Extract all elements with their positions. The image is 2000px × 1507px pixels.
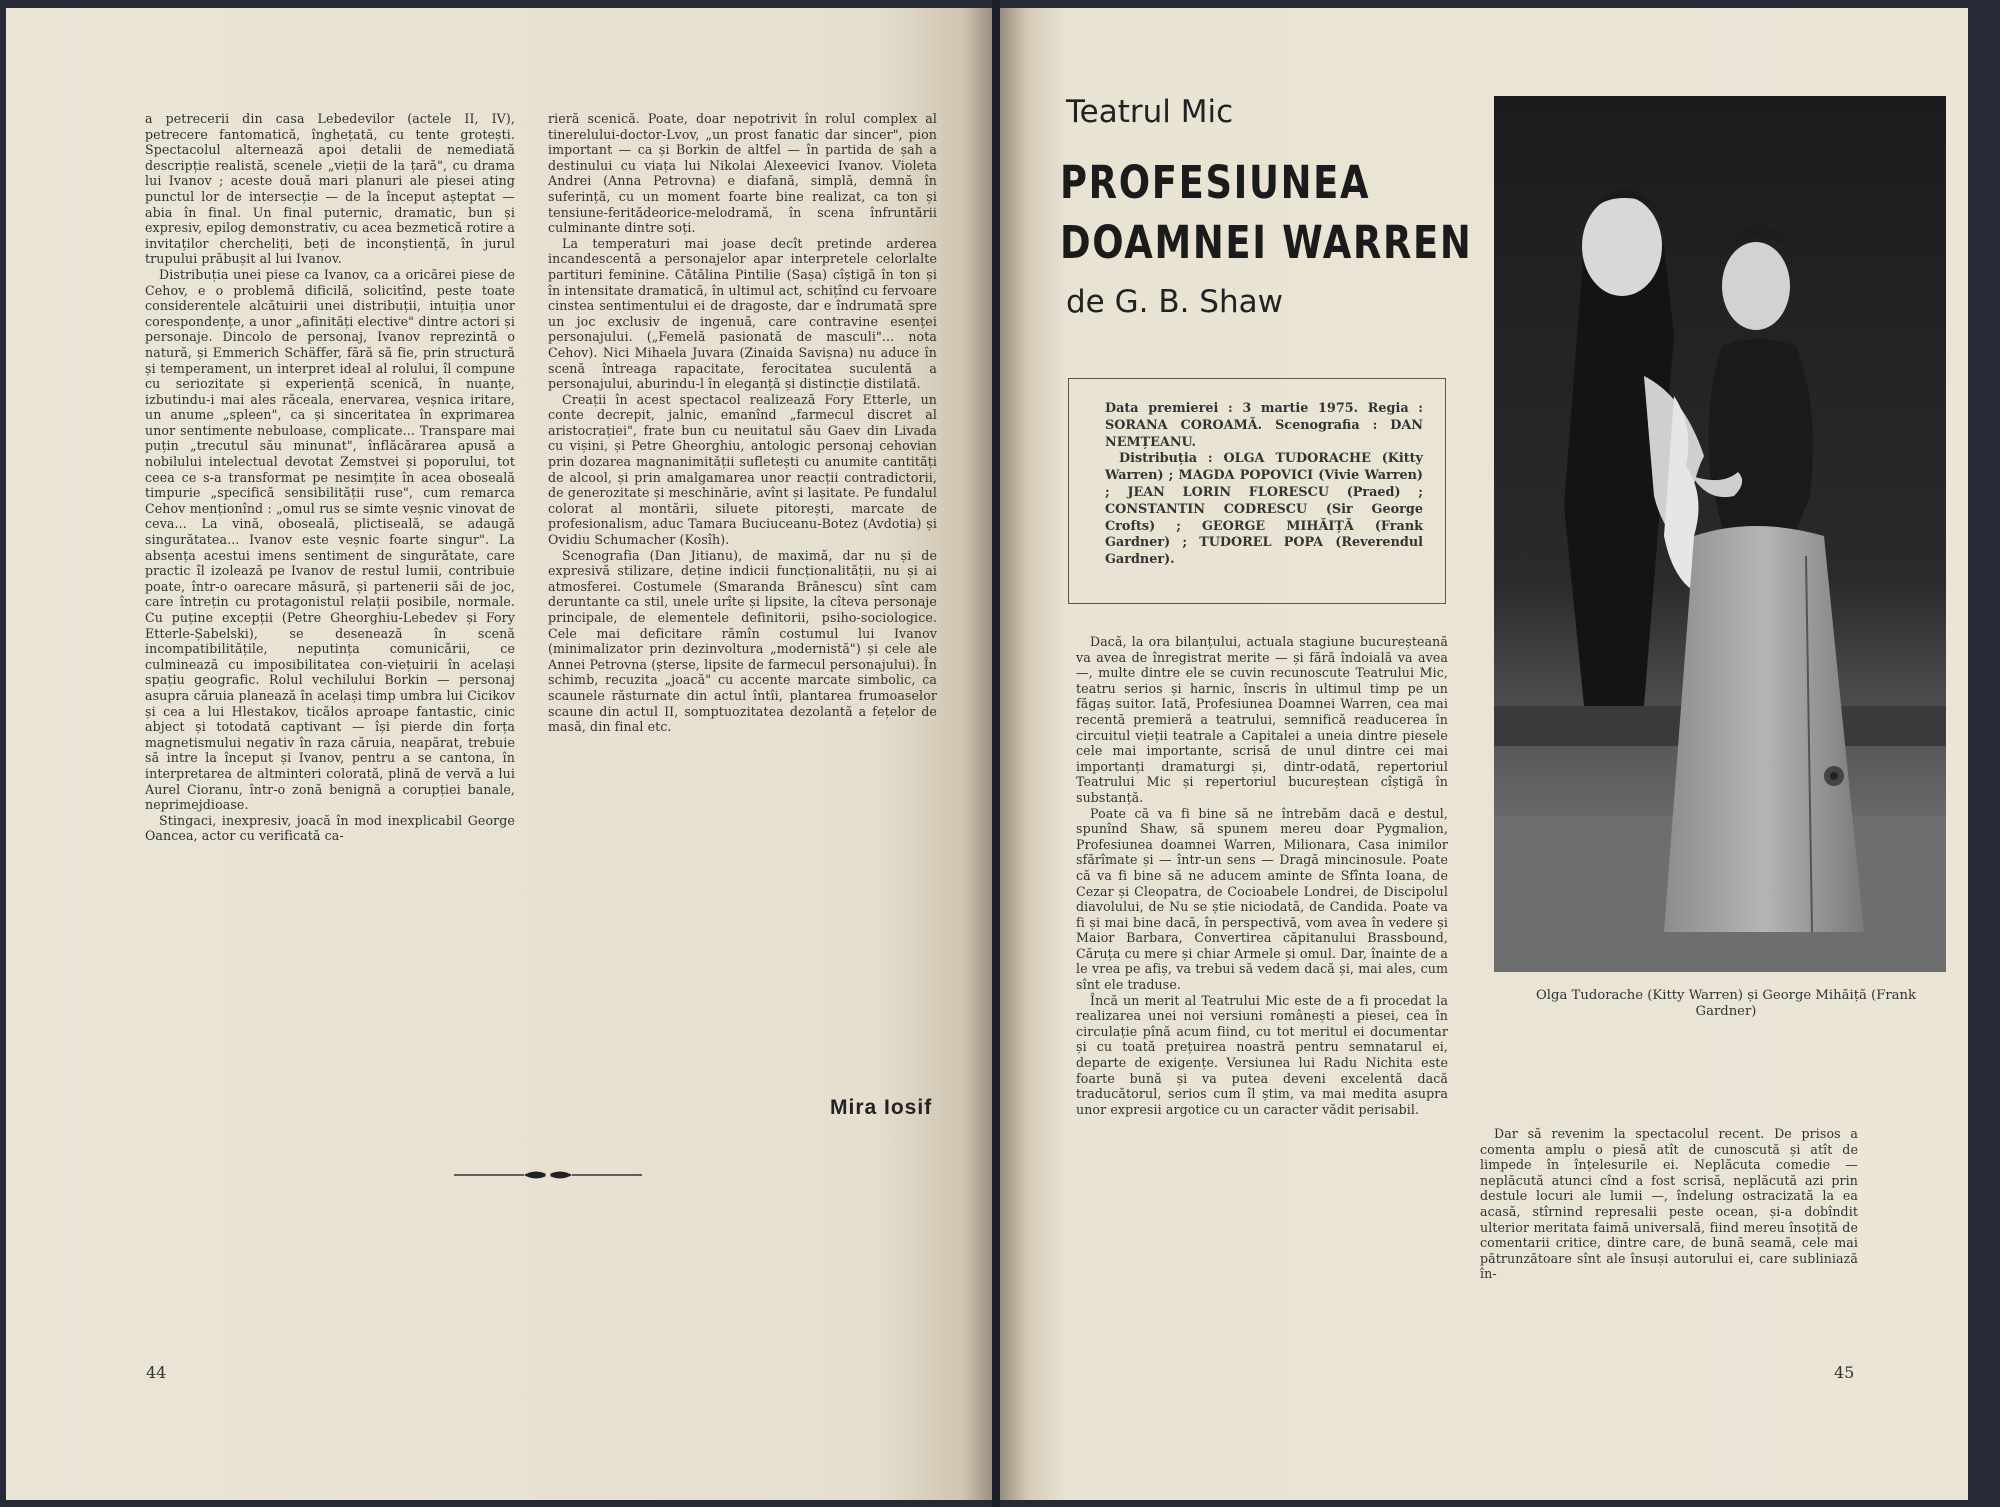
- left-page: [6, 8, 992, 1500]
- ornament-divider-icon: [454, 1168, 642, 1182]
- cast-list: Distribuția : OLGA TUDORACHE (Kitty Warren) ; MAGDA POPOVICI (Vivie Warren) ; JEAN LORIN FLORESCU (Praed) ; CONSTANTIN CODRESCU (Sir George Crofts) ; GEORGE MIHĂIȚĂ (Frank Gardner) ; TUDOREL POPA (Reverendul Gardner).: [1105, 451, 1423, 568]
- left-column-2: [548, 111, 937, 735]
- photo-caption: Olga Tudorache (Kitty Warren) și George Mihăiță (Frank Gardner): [1536, 988, 1916, 1019]
- paragraph: Scenografia (Dan Jitianu), de maximă, dar nu și de expresivă stilizare, deține indicii funcționalității, nu și ai atmosferei. Costumele (Smaranda Brănescu) sînt cam deruntante ca stil, unele urîte și lipsite, la cîteva personaje principale, de elementele definitorii, psiho-sociologice. Cele mai deficitare rămîn costumul lui Ivanov (minimalizator prin dezinvoltura „modernistă") și cele ale Annei Petrovna (șterse, lipsite de farmecul personajului). În schimb, recuzita „joacă" cu accente marcate simbolic, ca scaunele răsturnate din actul întîi, plantarea frumoaselor scaune din actul II, somptuozitatea dezolantă a fețelor de masă, din final etc.: [548, 547, 937, 735]
- premiere-info-box: [1068, 378, 1446, 604]
- right-column-2: [1480, 1126, 1858, 1282]
- paragraph: Încă un merit al Teatrului Mic este de a fi procedat la realizarea unei noi versiuni românești a piesei, cea în circulație pînă acum fiind, cu tot meritul ei documentar și cu toată prețuirea noastră pentru semnatarul ei, departe de exigențe. Versiunea lui Radu Nichita este foarte bună și va putea deveni excelentă dacă traducătorul, serios cum îl știm, va mai medita asupra unor expresii argotice cu un caracter vădit perisabil.: [1076, 992, 1448, 1117]
- play-title-line-1: PROFESIUNEA: [1060, 156, 1371, 209]
- author-signature: Mira Iosif: [830, 1096, 933, 1119]
- paragraph: Distribuția unei piese ca Ivanov, ca a oricărei piese de Cehov, e o problemă dificilă, solicitînd, peste toate considerentele alcătuirii unei distribuții, intuiția unor corespondențe, a unor „afinități elective" dintre actori și personaje. Dincolo de personaj, Ivanov reprezintă o natură, și Emmerich Schäffer, fără să fie, prin structură și temperament, un interpret ideal al rolului, îl compune cu seriozitate și experiență scenică, în nuanțe, izbutindu-i mai ales răceala, enervarea, veșnica iritare, un anume „spleen", ca și sinceritatea în exprimarea unor sentimente nebuloase, complicate... Transpare mai puțin „trecutul său minunat", înflăcărarea apusă a nobilului intelectual devotat Zemstvei și poporului, tot ceea ce s-a transformat pe nesimțite în acea oboseală timpurie „specifică sensibilității ruse", cum remarca Cehov menționînd : „omul rus se simte veșnic vinovat de ceva... La vină, oboseală, plictiseală, se adaugă singurătatea... Ivanov este veșnic foarte singur". La absența acestui imens sentiment de singurătate, care practic îl izolează pe Ivanov de restul lumii, contribuie poate, într-o oarecare măsură, și partenerii săi de joc, care întrețin cu protagonistul relații posibile, normale. Cu puține excepții (Petre Gheorghiu-Lebedev și Fory Etterle-Șabelski), se desenează în scenă incompatibilitățile, neputința comunicării, ce culminează cu imposibilitatea con-viețuirii în același spațiu geografic. Rolul vechilului Borkin — personaj asupra căruia planează în același timp umbra lui Cicikov și cea a lui Hlestakov, ticălos aproape fantastic, cinic abject și totodată captivant — își pierde din forța magnetismului negativ în raza căruia, neapărat, trebuie să intre la început și Ivanov, pentru a se cantona, în interpretarea de altminteri colorată, plină de vervă a lui Aurel Cioranu, într-o zonă benignă a corupției banale, neprimejdioase.: [145, 266, 515, 813]
- paragraph: Poate că va fi bine să ne întrebăm dacă e destul, spunînd Shaw, să spunem mereu doar Pygmalion, Profesiunea doamnei Warren, Milionara, Casa inimilor sfărîmate și — într-un sens — Dragă mincinosule. Poate că va fi bine să ne aducem aminte de Sfînta Ioana, de Cezar și Cleopatra, de Cocioabele Londrei, de Discipolul diavolului, de Nu se știe niciodată, de Candida. Poate va fi și mai bine dacă, în perspectivă, vom avea în vedere și Maior Barbara, Convertirea căpitanului Brassbound, Căruța cu mere și chiar Armele și omul. Dar, înainte de a le vrea pe afiș, va trebui să vedem dacă și, mai ales, cum sînt ele traduse.: [1076, 805, 1448, 993]
- right-page: [1000, 8, 1968, 1500]
- paragraph: a petrecerii din casa Lebedevilor (actele II, IV), petrecere fantomatică, înghețată, cu tente grotești. Spectacolul alternează apoi detalii de nemediată descripție realistă, scenele „vieții de la țară", cu drama lui Ivanov ; aceste două mari planuri ale piesei ating punctul lor de intersecție — de la început așteptat — abia în final. Un final puternic, dramatic, bun și expresiv, epilog demonstrativ, cu acea bezmetică rotire a invitaților chercheliți, beți de inconștiență, în jurul trupului prăbușit al lui Ivanov.: [145, 111, 515, 267]
- right-column-1: [1076, 634, 1448, 1117]
- play-author: de G. B. Shaw: [1066, 284, 1283, 320]
- paragraph: Creații în acest spectacol realizează Fory Etterle, un conte decrepit, jalnic, emanînd „farmecul discret al aristocrației", frate bun cu neuitatul său Gaev din Livada cu vișini, și Petre Gheorghiu, antologic personaj cehovian prin dozarea magnanimității sufletești cu anumite cantități de alcool, și prin amalgamarea unor reacții contradictorii, de generozitate și meschinărie, avînt și lașitate. Pe fundalul colorat al montării, siluete pitorești, marcate de profesionalism, aduc Tamara Buciuceanu-Botez (Avdotia) și Ovidiu Schumacher (Kosîh).: [548, 391, 937, 548]
- production-photo: [1494, 96, 1946, 972]
- premiere-details: Data premierei : 3 martie 1975. Regia : SORANA COROAMĂ. Scenografia : DAN NEMȚEANU.: [1105, 401, 1423, 450]
- book-spine: [992, 0, 1000, 1507]
- paragraph: Dacă, la ora bilanțului, actuala stagiune bucureșteană va avea de înregistrat merite — și fără îndoială va avea —, multe dintre ele se cuvin recunoscute Teatrului Mic, teatru serios și harnic, înscris în ultimul timp pe un făgaș suitor. Iată, Profesiunea Doamnei Warren, cea mai recentă premieră a teatrului, semnifică readucerea în circuitul vieții teatrale a Capitalei a uneia dintre piesele cele mai importante, scrisă de unul dintre cei mai importanți dramaturgi și, dintr-odată, repertoriul Teatrului Mic și repertoriul bucureștean cîștigă în substanță.: [1076, 634, 1448, 805]
- paragraph: La temperaturi mai joase decît pretinde arderea incandescentă a personajelor apar interpretele celorlalte partituri feminine. Cătălina Pintilie (Sașa) cîștigă în ton și în intensitate dramatică, în ultimul act, schițînd cu fervoare cinstea sentimentului ei de dragoste, dar e îndrumată spre un joc exclusiv de ingenuă, care contravine esenței personajului. („Femelă pasionată de masculi"... nota Cehov). Nici Mihaela Juvara (Zinaida Savișna) nu aduce în scenă întreaga rapacitate, ferocitatea suculentă a personajului, aburindu-l în eleganță și distincție distilată.: [548, 235, 937, 392]
- paragraph: Dar să revenim la spectacolul recent. De prisos a comenta amplu o piesă atît de cunoscută și atît de limpede în înțelesurile ei. Neplăcuta comedie — neplăcută atunci cînd a fost scrisă, neplăcută azi prin destule locuri ale lumii —, îndelung ostracizată la ea acasă, stîrnind represalii peste ocean, și-a dobîndit ulterior meritata faimă universală, fiind mereu însoțită de comentarii critice, dintre care, de bună seamă, cele mai pătrunzătoare sînt ale însuși autorului ei, care subliniază în-: [1480, 1126, 1858, 1282]
- play-title-line-2: DOAMNEI WARREN: [1060, 216, 1473, 269]
- page-number: 45: [1834, 1363, 1855, 1382]
- paragraph: Stingaci, inexpresiv, joacă în mod inexplicabil George Oancea, actor cu verificată ca-: [145, 812, 515, 844]
- paragraph: rieră scenică. Poate, doar nepotrivit în rolul complex al tinerelului-doctor-Lvov, „un prost fanatic dar sincer", pion important — ca și Borkin de altfel — în partida de șah a destinului cu viața lui Nikolai Alexeevici Ivanov. Violeta Andrei (Anna Petrovna) e diafană, simplă, demnă în suferință, cu un moment foarte bine realizat, ca ton și tensiune-feritădeorice-melodramă, în scena înfruntării culminante dintre soți.: [548, 111, 937, 236]
- theater-name: Teatrul Mic: [1066, 94, 1234, 130]
- left-column-1: [145, 111, 515, 844]
- page-number: 44: [146, 1363, 167, 1382]
